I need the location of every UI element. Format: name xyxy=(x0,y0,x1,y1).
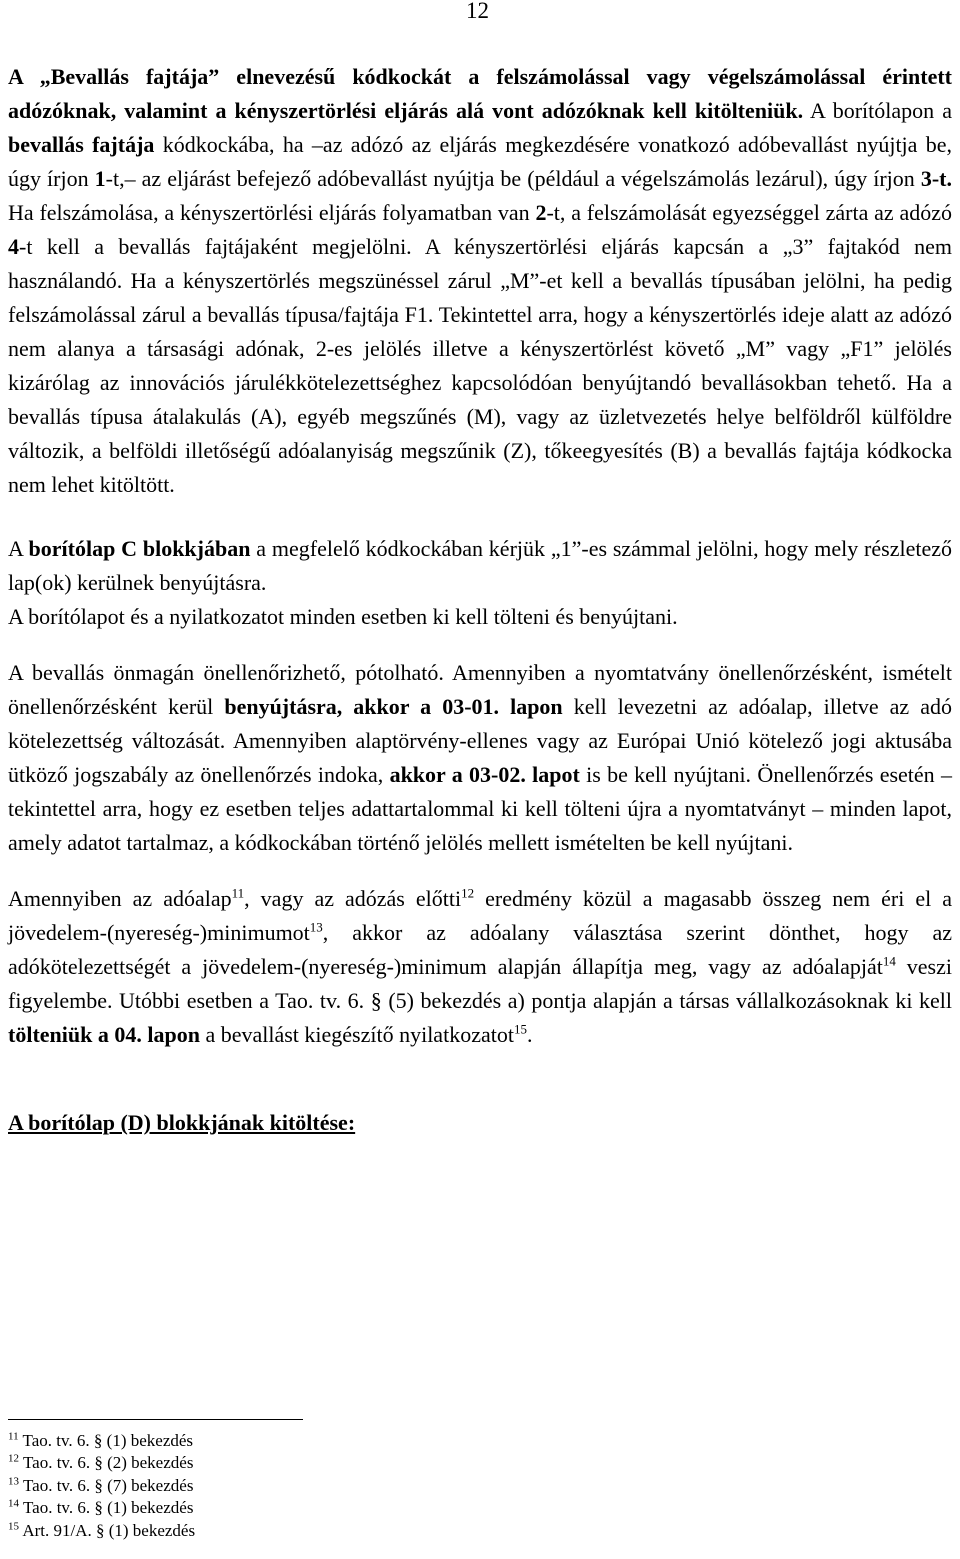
footnote-divider xyxy=(8,1419,303,1420)
paragraph-jovedelem-minimum: Amennyiben az adóalap$^{11}$, vagy az adózás előtti$^{12}$ eredmény közül a magasabb összeg nem éri el a jövedelem-(nyereség-)minimumot$^{13}$, akkor az adóalany választása szerint dönthet, hogy az adókötelezettségét a jövedelem-(nyereség-)minimum alapján állapítja meg, vagy az adóalapját$^{14}$ veszi figyelembe. Utóbbi esetben a Tao. tv. 6. § (5) bekezdés a) pontja alapján a társas vállalkozásoknak ki kell tölteniük a 04. lapon a bevallást kiegészítő nyilatkozatot$^{15}$. xyxy=(8,885,953,1047)
page-number: 12 xyxy=(466,0,489,23)
footnotes xyxy=(8,1430,195,1542)
footnote-15: $^{15}$ Art. 91/A. § (1) bekezdés xyxy=(8,1519,196,1540)
paragraph-bevallas-fajtaja: A „Bevallás fajtája” elnevezésű kódkockát a felszámolással vagy végelszámolással érintett adózóknak, valamint a kényszertörlési eljárás alá vont adózóknak kell kitölteniük. A borítólapon a bevallás fajtája kódkockába, ha –az adózó az eljárás megkezdésére vonatkozó adóbevallást nyújtja be, úgy írjon 1-t,– az eljárást befejező adóbevallást nyújtja be (például a végelszámolás lezárul), úgy írjon 3-t. Ha felszámolása, a kényszertörlési eljárás folyamatban van 2-t, a felszámolását egyezséggel zárta az adózó 4-t kell a bevallás fajtájaként megjelölni. A kényszertörlési eljárás kapcsán a „3” fajtakód nem használandó. Ha a kényszertörlés megszünéssel zárul „M”-et kell a bevallás típusában jelölni, ha pedig felszámolással zárul a bevallás típusa/fajtája F1. Tekintettel arra, hogy a kényszertörlés ideje alatt az adózó nem alanya a társasági adónak, 2-es jelölés illetve a kényszertörlést követő „M” vagy „F1” jelölés kizárólag az innovációs járulékkötelezettséghez kapcsolódóan benyújtandó bevallásokban tehető. Ha a bevallás típusa átalakulás (A), egyéb megszűnés (M), vagy az üzletvezetés helye belföldről külföldre változik, a belföldi illetőségű adóalanyiság megszűnik (Z), tőkeegyesítés (B) a bevallás fajtája kódkocka nem lehet kitöltött. xyxy=(8,64,953,497)
footnote-12: $^{12}$ Tao. tv. 6. § (2) bekezdés xyxy=(8,1452,194,1473)
paragraph-onellenorzes: A bevallás önmagán önellenőrizhető, pótolható. Amennyiben a nyomtatvány önellenőrzésként, ismételt önellenőrzésként kerül benyújtásra, akkor a 03-01. lapon kell levezetni az adóalap, illetve az adó kötelezettség változását. Amennyiben alaptörvény-ellenes vagy az Európai Unió kötelező jogi aktusába ütköző jogszabály az önellenőrzés indoka, akkor a 03-02. lapot is be kell nyújtani. Önellenőrzés esetén – tekintettel arra, hogy ez esetben teljes adattartalommal ki kell tölteni újra a nyomtatványt – minden lapot, amely adatot tartalmaz, a kódkockában történő jelölés mellett ismételten be kell nyújtani. xyxy=(8,660,953,855)
paragraph-c-blokk: A borítólap C blokkjában a megfelelő kódkockában kérjük „1”-es számmal jelölni, hogy mely részletező lap(ok) kerülnek benyújtásra. xyxy=(8,536,952,595)
section-heading-d-blokk: A borítólap (D) blokkjának kitöltése: xyxy=(8,1110,356,1135)
document-body xyxy=(8,60,952,1136)
footnote-13: $^{13}$ Tao. tv. 6. § (7) bekezdés xyxy=(8,1475,194,1495)
footnote-11: $^{11}$ Tao. tv. 6. § (1) bekezdés xyxy=(8,1430,194,1450)
paragraph-nyilatkozat: A borítólapot és a nyilatkozatot minden esetben ki kell tölteni és benyújtani. xyxy=(8,604,678,629)
footnote-14: $^{14}$ Tao. tv. 6. § (1) bekezdés xyxy=(8,1497,194,1518)
